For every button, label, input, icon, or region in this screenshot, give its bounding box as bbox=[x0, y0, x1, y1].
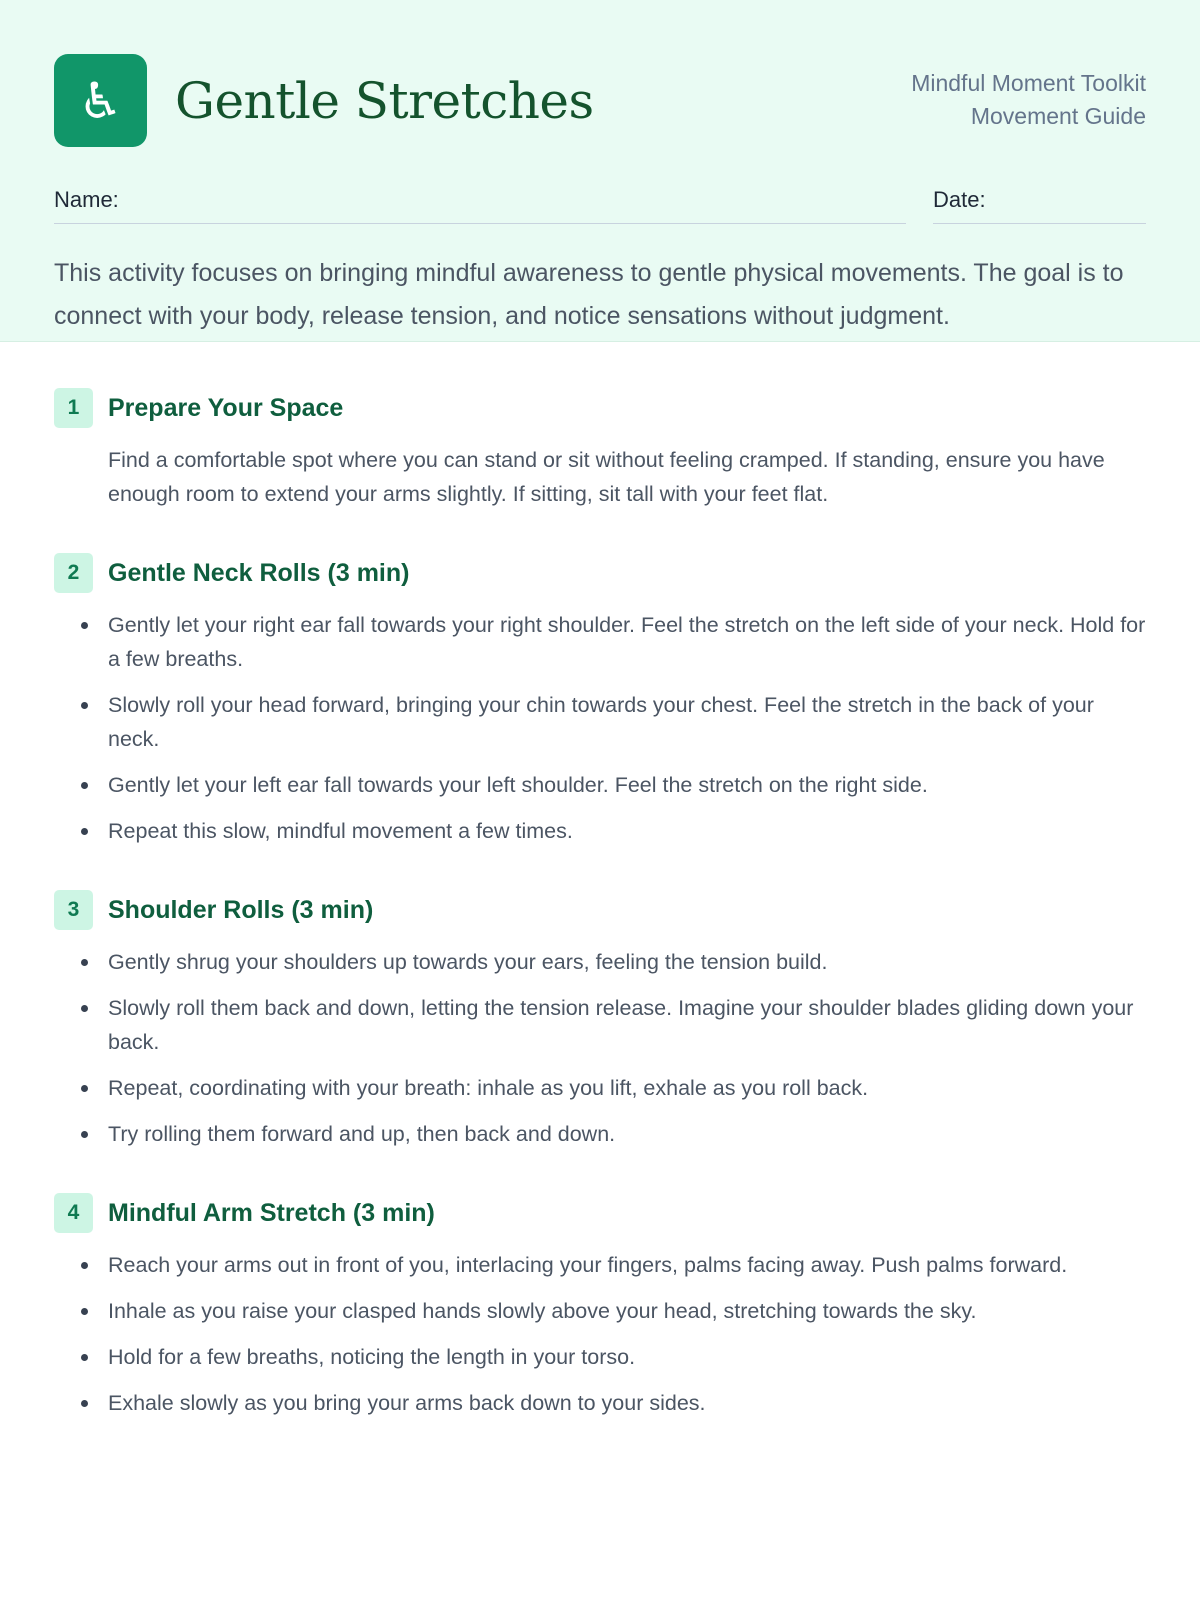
list-item: Repeat, coordinating with your breath: inhale as you lift, exhale as you roll back. bbox=[108, 1071, 1146, 1105]
date-label: Date: bbox=[933, 187, 986, 212]
step-heading bbox=[54, 890, 1146, 930]
step-title: Mindful Arm Stretch (3 min) bbox=[108, 1198, 435, 1227]
list-item: Gently let your left ear fall towards your left shoulder. Feel the stretch on the right side. bbox=[108, 768, 1146, 802]
step-bullet-list bbox=[54, 608, 1146, 848]
list-item: Slowly roll them back and down, letting the tension release. Imagine your shoulder blades gliding down your back. bbox=[108, 991, 1146, 1059]
step-2 bbox=[54, 553, 1146, 848]
list-item: Gently shrug your shoulders up towards your ears, feeling the tension build. bbox=[108, 945, 1146, 979]
list-item: Slowly roll your head forward, bringing your chin towards your chest. Feel the stretch in the back of your neck. bbox=[108, 688, 1146, 756]
step-3 bbox=[54, 890, 1146, 1151]
name-label: Name: bbox=[54, 187, 119, 212]
list-item: Repeat this slow, mindful movement a few times. bbox=[108, 814, 1146, 848]
steps-content bbox=[0, 342, 1200, 1420]
list-item: Reach your arms out in front of you, interlacing your fingers, palms facing away. Push palms forward. bbox=[108, 1248, 1146, 1282]
page-title: Gentle Stretches bbox=[175, 71, 594, 130]
list-item: Gently let your right ear fall towards your right shoulder. Feel the stretch on the left side of your neck. Hold for a few breaths. bbox=[108, 608, 1146, 676]
list-item: Inhale as you raise your clasped hands slowly above your head, stretching towards the sky. bbox=[108, 1294, 1146, 1328]
step-description: Find a comfortable spot where you can stand or sit without feeling cramped. If standing, ensure you have enough room to extend your arms slightly. If sitting, sit tall with your feet flat. bbox=[108, 448, 1105, 506]
brand bbox=[54, 54, 594, 147]
step-number-badge: 2 bbox=[54, 553, 93, 593]
step-number-badge: 3 bbox=[54, 890, 93, 930]
step-bullet-list bbox=[54, 1248, 1146, 1420]
step-number-badge: 4 bbox=[54, 1193, 93, 1233]
guide-name: Movement Guide bbox=[970, 103, 1146, 129]
toolkit-meta bbox=[911, 54, 1146, 133]
step-heading bbox=[54, 1193, 1146, 1233]
accessibility-person-icon: ♿ bbox=[54, 54, 147, 147]
step-1 bbox=[54, 388, 1146, 511]
form-fields bbox=[54, 184, 1146, 224]
step-number-badge: 1 bbox=[54, 388, 93, 428]
worksheet-header bbox=[0, 0, 1200, 342]
name-field[interactable] bbox=[54, 184, 906, 224]
list-item: Exhale slowly as you bring your arms back down to your sides. bbox=[108, 1386, 1146, 1420]
list-item: Hold for a few breaths, noticing the length in your torso. bbox=[108, 1340, 1146, 1374]
date-field[interactable] bbox=[933, 184, 1146, 224]
step-4 bbox=[54, 1193, 1146, 1420]
title-row bbox=[54, 54, 1146, 147]
intro-text: This activity focuses on bringing mindful awareness to gentle physical movements. The goal is to connect with your body, release tension, and notice sensations without judgment. bbox=[54, 259, 1124, 330]
step-heading bbox=[54, 553, 1146, 593]
step-bullet-list bbox=[54, 945, 1146, 1151]
step-title: Gentle Neck Rolls (3 min) bbox=[108, 558, 410, 587]
step-title: Shoulder Rolls (3 min) bbox=[108, 895, 374, 924]
step-heading bbox=[54, 388, 1146, 428]
toolkit-name: Mindful Moment Toolkit bbox=[911, 70, 1146, 96]
list-item: Try rolling them forward and up, then back and down. bbox=[108, 1117, 1146, 1151]
step-title: Prepare Your Space bbox=[108, 393, 344, 422]
